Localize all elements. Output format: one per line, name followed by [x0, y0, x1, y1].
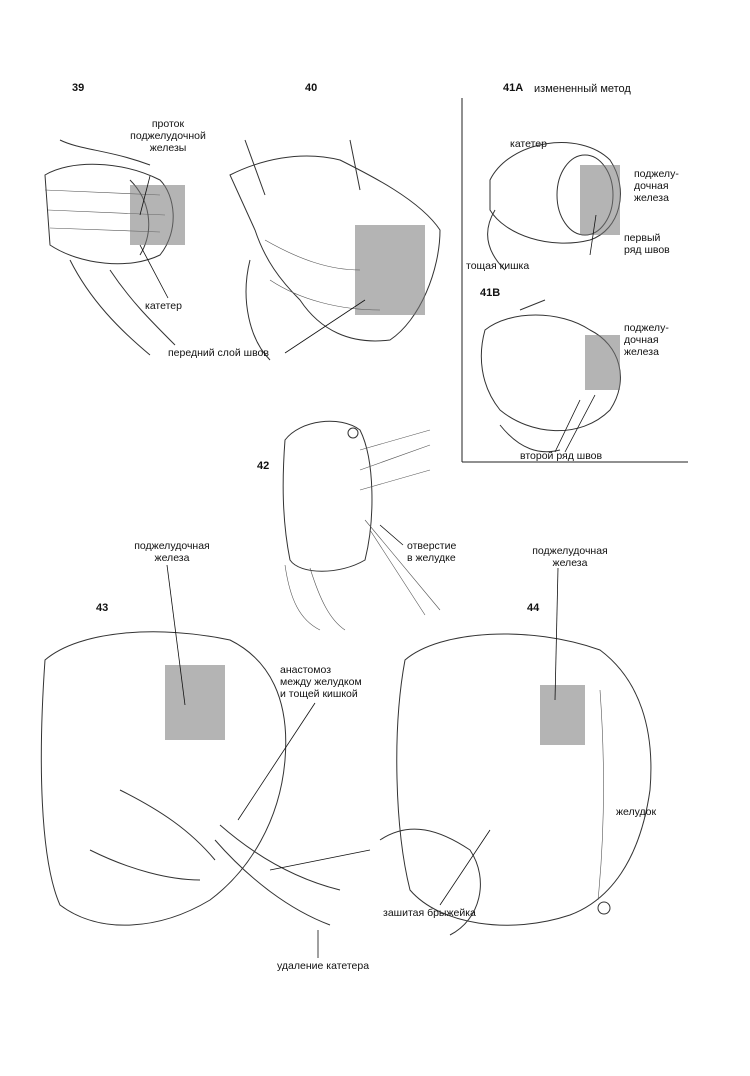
- figure-40-number: 40: [305, 82, 318, 94]
- label-pancreas-41b: поджелу- дочная железа: [624, 322, 669, 358]
- label-catheter-39: катетер: [145, 300, 182, 312]
- figure-43-drawing: [41, 565, 370, 958]
- label-anterior-suture-layer: передний слой швов: [168, 347, 269, 359]
- label-pancreas-43: поджелудочная железа: [134, 540, 210, 564]
- label-gastric-opening: отверстие в желудке: [407, 540, 457, 564]
- figure-41a-title: измененный метод: [534, 83, 631, 95]
- figure-41b-number: 41B: [480, 287, 501, 299]
- figure-42-number: 42: [257, 460, 270, 472]
- figure-44-drawing: [380, 568, 651, 935]
- figure-41-drawing: [481, 143, 620, 452]
- label-stomach: желудок: [616, 806, 657, 818]
- figure-39-number: 39: [72, 82, 85, 94]
- figure-42-drawing: [283, 421, 440, 630]
- label-first-suture-row: первый ряд швов: [624, 232, 670, 256]
- figure-39-drawing: [45, 140, 185, 355]
- label-pancreas-44: поджелудочная железа: [532, 545, 608, 569]
- label-second-suture-row: второй ряд швов: [520, 450, 603, 462]
- figure-44-number: 44: [527, 602, 540, 614]
- label-sutured-mesentery: зашитая брыжейка: [383, 907, 476, 919]
- label-anastomosis: анастомоз между желудком и тощей кишкой: [280, 664, 362, 700]
- label-catheter-41a: катетер: [510, 138, 547, 150]
- label-pancreatic-duct: проток поджелудочной железы: [130, 118, 206, 154]
- label-pancreas-41a: поджелу- дочная железа: [634, 168, 679, 204]
- label-catheter-removal: удаление катетера: [277, 960, 370, 972]
- label-jejunum: тощая кишка: [466, 260, 530, 272]
- figure-40-drawing: [230, 140, 440, 360]
- figure-41a-number: 41A: [503, 82, 524, 94]
- figure-43-number: 43: [96, 602, 109, 614]
